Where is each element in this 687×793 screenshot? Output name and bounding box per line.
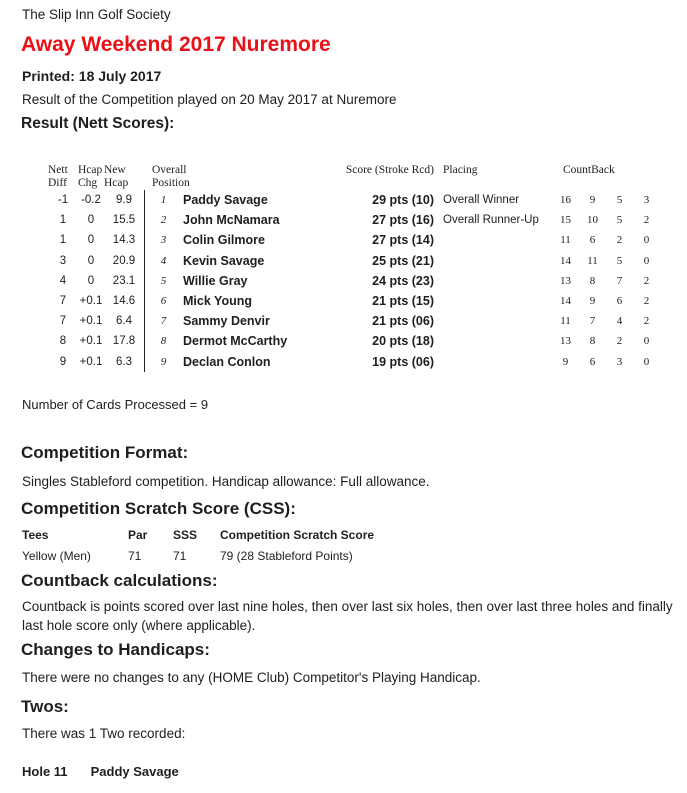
placing (434, 331, 552, 351)
two-player: Paddy Savage (90, 764, 179, 779)
countback-3: 4 (616, 315, 623, 328)
society-name: The Slip Inn Golf Society (22, 7, 171, 22)
hcap-chg: 0 (87, 254, 95, 267)
overall-position: 7 (144, 311, 182, 331)
col-position-line1: Overall (152, 164, 187, 176)
col-new-hcap (104, 164, 144, 189)
countback-6: 9 (589, 295, 596, 308)
format-heading: Competition Format: (21, 443, 189, 462)
countback-6: 9 (589, 194, 596, 207)
overall-position: 1 (144, 190, 182, 210)
placing: Overall Winner (443, 194, 520, 207)
countback-3: 5 (616, 214, 623, 227)
score: 27 pts (14) (372, 233, 434, 248)
nett-diff: 7 (59, 315, 67, 328)
col-nett-diff (48, 164, 78, 189)
col-score: Score (Stroke Rcd) (345, 164, 434, 176)
result-row (48, 251, 660, 271)
placing (434, 271, 552, 291)
handicaps-body: There were no changes to any (HOME Club) Competitor's Playing Handicap. (22, 670, 481, 685)
countback-6: 6 (589, 234, 596, 247)
col-overall-position (144, 164, 190, 189)
result-row (48, 291, 660, 311)
score: 21 pts (15) (372, 294, 434, 309)
nett-diff: 3 (59, 254, 67, 267)
player-name: Dermot McCarthy (183, 334, 288, 349)
hcap-chg: +0.1 (79, 295, 103, 308)
countback-3: 7 (616, 274, 623, 287)
new-hcap: 6.3 (116, 355, 132, 368)
css-par-value: 71 (128, 549, 142, 563)
col-hcap-line2: Chg (78, 176, 98, 189)
hcap-chg: 0 (87, 214, 95, 227)
countback-6: 10 (587, 214, 598, 227)
nett-diff: 8 (59, 335, 67, 348)
countback-body: Countback is points scored over last nine holes, then over last six holes, then over last three holes and finally last hole score only (where applicable). (22, 599, 673, 633)
countback-heading: Countback calculations: (21, 571, 218, 590)
countback-3: 2 (616, 234, 623, 247)
countback-9: 14 (560, 295, 571, 308)
new-hcap: 15.5 (112, 214, 136, 227)
score: 24 pts (23) (372, 273, 434, 288)
result-heading: Result (Nett Scores): (21, 115, 175, 132)
results-table-body (0, 190, 660, 372)
new-hcap: 14.6 (112, 295, 136, 308)
placing (434, 291, 552, 311)
countback-9: 15 (560, 214, 571, 227)
hcap-chg: +0.1 (79, 335, 103, 348)
score: 25 pts (21) (372, 253, 434, 268)
col-hcap-chg (78, 164, 104, 189)
result-row (48, 271, 660, 291)
result-row (48, 230, 660, 250)
result-row (48, 210, 660, 230)
countback-3: 5 (616, 194, 623, 207)
twos-body: There was 1 Two recorded: (22, 726, 186, 741)
countback-9: 11 (560, 234, 571, 247)
printed-date: Printed: 18 July 2017 (22, 68, 162, 84)
two-hole: Hole 11 (22, 764, 68, 779)
col-countback: CountBack (563, 164, 615, 176)
result-row (48, 352, 660, 372)
nett-diff: 1 (59, 214, 67, 227)
player-name: John McNamara (183, 213, 280, 228)
css-col-par: Par (128, 528, 148, 542)
player-name: Colin Gilmore (183, 233, 265, 248)
nett-diff: 9 (59, 355, 67, 368)
countback-1: 2 (643, 295, 650, 308)
countback-9: 13 (560, 274, 571, 287)
new-hcap: 9.9 (116, 194, 132, 207)
hcap-chg: 0 (87, 234, 95, 247)
countback-9: 16 (560, 194, 571, 207)
nett-diff: -1 (57, 194, 69, 207)
countback-1: 0 (643, 234, 650, 247)
countback-3: 2 (616, 335, 623, 348)
score: 20 pts (18) (372, 334, 434, 349)
player-name: Mick Young (183, 294, 252, 309)
css-col-sss: SSS (173, 528, 198, 542)
col-position-line2: Position (152, 176, 190, 189)
countback-1: 0 (643, 335, 650, 348)
countback-1: 0 (643, 355, 650, 368)
hcap-chg: -0.2 (81, 194, 101, 207)
countback-6: 6 (589, 355, 596, 368)
css-col-tees: Tees (22, 528, 49, 542)
countback-3: 6 (616, 295, 623, 308)
countback-1: 2 (643, 214, 650, 227)
hcap-chg: +0.1 (79, 355, 103, 368)
overall-position: 8 (144, 331, 182, 351)
new-hcap: 17.8 (112, 335, 136, 348)
col-placing: Placing (443, 164, 478, 176)
result-row (48, 311, 660, 331)
css-tees-value: Yellow (Men) (22, 549, 91, 563)
placing (434, 230, 552, 250)
css-col-score: Competition Scratch Score (220, 528, 375, 542)
overall-position: 4 (144, 251, 182, 271)
countback-6: 7 (589, 315, 596, 328)
new-hcap: 14.3 (112, 234, 136, 247)
countback-6: 8 (589, 274, 596, 287)
player-name: Willie Gray (183, 273, 248, 288)
hcap-chg: 0 (87, 274, 95, 287)
css-table-row (22, 549, 353, 563)
new-hcap: 23.1 (112, 274, 136, 287)
twos-heading: Twos: (21, 697, 69, 716)
countback-1: 3 (643, 194, 650, 207)
css-table-header (22, 528, 374, 542)
placing: Overall Runner-Up (443, 214, 539, 227)
results-table-header (0, 164, 660, 189)
result-row (48, 331, 660, 351)
nett-diff: 1 (59, 234, 67, 247)
overall-position: 6 (144, 291, 182, 311)
score: 27 pts (16) (372, 213, 434, 228)
col-hcap-line1: Hcap (78, 164, 103, 176)
placing (434, 352, 552, 372)
score: 21 pts (06) (372, 314, 434, 329)
competition-line: Result of the Competition played on 20 May 2017 at Nuremore (22, 92, 397, 107)
new-hcap: 20.9 (112, 254, 136, 267)
css-score-value: 79 (28 Stableford Points) (220, 549, 353, 563)
overall-position: 2 (144, 210, 182, 230)
countback-9: 13 (560, 335, 571, 348)
new-hcap: 6.4 (116, 315, 132, 328)
countback-3: 3 (616, 355, 623, 368)
overall-position: 5 (144, 271, 182, 291)
col-newhcap-line2: Hcap (104, 176, 129, 189)
placing (434, 311, 552, 331)
css-sss-value: 71 (173, 549, 187, 563)
countback-6: 8 (589, 335, 596, 348)
player-name: Kevin Savage (183, 253, 265, 268)
countback-1: 2 (643, 315, 650, 328)
player-name: Sammy Denvir (183, 314, 270, 329)
overall-position: 9 (144, 352, 182, 372)
countback-6: 11 (587, 254, 598, 267)
player-name: Paddy Savage (183, 193, 268, 208)
countback-9: 14 (560, 254, 571, 267)
nett-diff: 7 (59, 295, 67, 308)
col-newhcap-line1: New (104, 164, 126, 176)
countback-3: 5 (616, 254, 623, 267)
nett-diff: 4 (59, 274, 67, 287)
two-record (22, 764, 179, 779)
cards-processed: Number of Cards Processed = 9 (22, 397, 209, 412)
countback-1: 2 (643, 274, 650, 287)
countback-9: 9 (562, 355, 569, 368)
countback-9: 11 (560, 315, 571, 328)
hcap-chg: +0.1 (79, 315, 103, 328)
col-nett-line2: Diff (48, 176, 67, 189)
handicaps-heading: Changes to Handicaps: (21, 640, 210, 659)
css-heading: Competition Scratch Score (CSS): (21, 499, 296, 518)
countback-1: 0 (643, 254, 650, 267)
result-row (48, 190, 660, 210)
overall-position: 3 (144, 230, 182, 250)
score: 29 pts (10) (372, 193, 434, 208)
col-nett-line1: Nett (48, 164, 68, 176)
format-body: Singles Stableford competition. Handicap allowance: Full allowance. (22, 474, 430, 489)
page-title: Away Weekend 2017 Nuremore (21, 33, 331, 56)
player-name: Declan Conlon (183, 354, 271, 369)
score: 19 pts (06) (372, 354, 434, 369)
placing (434, 251, 552, 271)
